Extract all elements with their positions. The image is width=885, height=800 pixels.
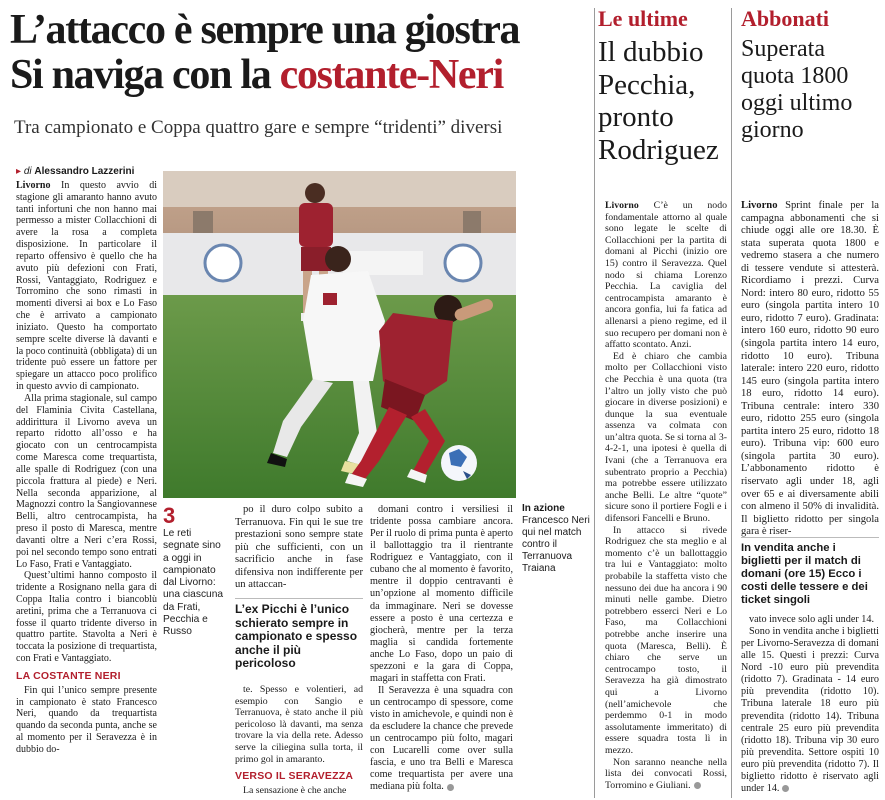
pullquote xyxy=(235,598,363,671)
match-photo-illustration xyxy=(163,171,516,498)
headline-line2-text: Si naviga con la xyxy=(10,52,280,98)
sidebar-abbonati-title: Superata quota 1800 oggi ultimo giorno xyxy=(741,36,853,143)
headline xyxy=(10,8,590,98)
column-divider-2 xyxy=(731,8,732,798)
paragraph xyxy=(16,570,157,665)
factbox-text: Le reti segnate sino a oggi in campionato dal Livorno: una ciascuna da Frati, Pecchia e Russo xyxy=(163,528,224,638)
paragraph xyxy=(741,626,879,795)
sidebar-ultime-kicker: Le ultime xyxy=(598,6,688,31)
sidebar-ultime xyxy=(598,6,728,166)
paragraph-text: Non saranno neanche nella lista dei convocati Rossi, Torromino e Giuliani. xyxy=(605,756,727,791)
paragraph-text: Quest’ultimi hanno composto il tridente a Rosignano nella gara di Coppa Italia contro i biancoblù aretini, prima che a Terranuova ci fosse il quarto tridente diverso in quattro partite. Stavolta a Neri è toccata la posizione di trequartista, con Frati e Vantaggiato. xyxy=(16,570,157,665)
section-kicker: LA COSTANTE NERI xyxy=(16,669,121,682)
end-of-article-icon xyxy=(782,785,789,792)
photo-caption-text: Francesco Neri qui nel match contro il Terranuova Traiana xyxy=(522,515,590,574)
sidebar-ultime-body xyxy=(605,200,727,791)
paragraph-text: po il duro colpo subito a Terranuova. Fin qui le sue tre prestazioni sono sempre state più che sufficienti, con un sacrificio anche in fase difensiva non indifferente per un attaccan- xyxy=(235,504,363,591)
paragraph-text: domani contro i versiliesi il tridente possa cambiare ancora. Per il ruolo di prima punta è aperto il ballottaggio tra il rientrante Rodriguez e Vantaggiato, con il cubano che al momento è favorito, mentre il doppio centravanti è un’opzione al momento difficile da immaginare. Neri se dovesse essere a posto è una certezza e giocherà, mentre per la terza maglia si candida fortemente anche Lo Faso, dopo un paio di spezzoni e la gara di Coppa, magari in staffetta con Frati. xyxy=(370,504,513,684)
factbox-number: 3 xyxy=(163,503,176,528)
byline-author: Alessandro Lazzerini xyxy=(34,166,135,177)
section-kicker: VERSO IL SERAVEZZA xyxy=(235,770,354,783)
paragraph xyxy=(370,685,513,794)
tickets-box-title xyxy=(741,537,879,607)
end-of-article-icon xyxy=(694,782,701,789)
paragraph xyxy=(16,685,157,756)
photo-caption xyxy=(522,503,592,575)
paragraph-text: Fin qui l’unico sempre presente in campionato è stato Francesco Neri, quando da trequartista quando da seconda punta, anche se al momento per il Seravezza è in dubbio do- xyxy=(16,684,157,755)
paragraph xyxy=(605,757,727,792)
paragraph xyxy=(741,200,879,539)
sidebar-abbonati-body-2 xyxy=(741,614,879,795)
factbox xyxy=(163,504,229,639)
article-column-1 xyxy=(16,180,157,756)
article-column-2-top xyxy=(235,504,363,592)
column-divider-1 xyxy=(594,8,595,798)
paragraph-text: C’è un nodo fondamentale attorno al quale sono legate le scelte di Collacchioni per la partita di domani al Picchi (inizio ore 15) contro il Seravezza. Quel nodo si chiama Lorenzo Pecchia. La caviglia del centrocampista amaranto è ancora gonfia, lui fa fatica ad allenarsi a pieno regime, ed il suo recupero per domani non è affatto scontato. Anzi. xyxy=(605,200,727,351)
sidebar-abbonati-body xyxy=(741,200,879,539)
paragraph xyxy=(605,525,727,757)
paragraph-text: Alla prima stagionale, sul campo del Flaminia Civita Castellana, addirittura il Livorno aveva un reparto ridotto all’osso e ha giocato con un centrocampista come Maresca come trequartista, alle spalle di Rodriguez (con una piccola frattura al piede) e Neri. Nella seconda apparizione, al Magnozzi contro la Sangiovannese Belli, altro centrocampista, ha preso il posto di Maresca, mentre davanti oltre a Neri c’era Rossi, poi nel secondo tempo sono entrati Lo Faso, Frati e Vantaggiato. xyxy=(16,392,157,570)
dateline: Livorno xyxy=(741,200,786,211)
dateline: Livorno xyxy=(605,200,654,211)
paragraph-text: Ed è chiaro che cambia molto per Collacchioni visto che Pecchia è una quota (tra l’altro un jolly visto che può giocare in diverse posizioni) e dunque la sua eventuale assenza va colmata con un’altra quota. Se si torna al 3-4-2-1, una ipotesi è quella di Ivani (che a Terranuova era subentrato proprio a Pecchia) ma potrebbe essere utilizzato anche Belli. Le altre “quote” sicure sono il portiere Fogli e i difensori Fancelli e Bruno. xyxy=(605,350,727,525)
end-of-article-icon xyxy=(447,784,454,791)
paragraph xyxy=(605,200,727,351)
paragraph-text: La sensazione è che anche xyxy=(243,784,347,796)
article-column-3 xyxy=(370,504,513,794)
paragraph xyxy=(235,504,363,592)
paragraph xyxy=(370,504,513,685)
paragraph-text: vato invece solo agli under 14. xyxy=(749,614,875,625)
paragraph-text: Sprint finale per la campagna abbonamenti che si chiude oggi alle ore 18.30. È stata superata quota 1800 e vedremo stasera a che numero di tessere vendute si attesterà. Ricordiamo i prezzi. Curva Nord: intero 80 euro, ridotto 55 euro (singola partita intero 10 euro, ridotto 7 euro). Gradinata: intero 160 euro, ridotto 90 euro (singola partita intero 14 euro, ridotto 10 euro). Tribuna laterale: intero 220 euro, ridotto 145 euro (singola partita intero 18 euro, ridotto 14 euro). Tribuna centrale: intero 330 euro, ridotto 255 euro (singola partita intero 25 euro, ridotto 18 euro). Tribuna vip: 600 euro (singola partita 30 euro). L’abbonamento ridotto è riservato agli under 18, agli over 65 e ai diversamente abili con almeno il 50% di invalidità. Il biglietto ridotto per singola gara è riser- xyxy=(741,200,879,538)
paragraph-text: te. Spesso e volentieri, ad esempio con Sangio e Terranuova, è stato anche il più pericoloso là davanti, ma senza trovare la via della rete. Adesso serve la ciliegina sulla torta, il primo gol in amaranto. xyxy=(235,684,363,765)
byline-marker-icon: ▸ xyxy=(16,166,22,177)
paragraph xyxy=(605,351,727,525)
paragraph xyxy=(235,684,363,765)
paragraph-text: In attacco si rivede Rodriguez che sta meglio e al momento c’è un ballottaggio tra lui e Vantaggiato: molto probabile la staffetta visto che nessuno dei due ha ancora i 90 minuti nelle gambe. Dietro potrebbero esserci Neri e Lo Faso, ma Collacchioni potrebbe anche inserire una quota (Maresca, Belli). È chiaro che serve un centrocampo tosto, il Seravezza ha già dimostrato qui a Livorno (nell’amichevole che perdemmo 0-1 in modo assolutamente immeritato) di essere squadra tosta lì in mezzo. xyxy=(605,524,727,756)
paragraph-text: Sono in vendita anche i biglietti per Livorno-Seravezza di domani alle 15. Questi i prezzi: Curva Nord -10 euro più prevendita (ridotto 7). Gradinata - 14 euro più prevendita (ridotto 10). Tribuna laterale 18 euro più prevendita (ridotto 14). Tribuna centrale 25 euro più prevendita (ridotto 18). Tribuna vip 30 euro più prevendita. Settore ospiti 10 euro più prevendita (ridotto 7). Il biglietto ridotto è riservato agli under 14. xyxy=(741,626,879,794)
byline xyxy=(16,166,134,177)
paragraph xyxy=(16,393,157,570)
paragraph-text: In questo avvio di stagione gli amaranto hanno avuto tanti infortuni che non hanno mai permesso a mister Collacchioni di avere la rosa a completa disposizione. In particolare il reparto offensivo è quello che ha avuto più defezioni con Frati, Rossi, Vantaggiato, Rodriguez e Torromino che sono rimasti in momenti diversi ai box e Lo Faso che è arrivato a campionato iniziato. Questo ha comportato sempre scelte diverse là davanti e la poco continuità (obbligata) di un tridente può essere un fattore per spiegare un attacco poco prolifico in questo avvio di campionato. xyxy=(16,180,157,393)
sidebar-abbonati xyxy=(741,6,881,144)
article-column-2-bottom xyxy=(235,684,363,796)
sidebar-ultime-title: Il dubbio Pecchia, pronto Rodriguez xyxy=(598,36,719,166)
dateline: Livorno xyxy=(16,180,61,191)
paragraph-text: Il Seravezza è una squadra con un centrocampo di spessore, come visto in amichevole, e quindi non è da escludere la chance che prevede un centrocampo più folto, magari con Lucarelli come over sulla fascia, e uno tra Belli e Maresca come trequartista per avere una mediana più folta. xyxy=(370,684,513,793)
paragraph xyxy=(235,785,363,797)
subheadline: Tra campionato e Coppa quattro gare e sempre “tridenti” diversi xyxy=(14,117,503,138)
pullquote-text: L’ex Picchi è l’unico schierato sempre in campionato e spesso anche il più pericoloso xyxy=(235,602,358,670)
photo-caption-title: In azione xyxy=(522,503,565,514)
headline-line2 xyxy=(10,52,590,98)
headline-line1: L’attacco è sempre una giostra xyxy=(10,7,520,53)
match-photo xyxy=(163,171,516,498)
paragraph xyxy=(741,614,879,626)
byline-prefix: di xyxy=(23,166,32,177)
tickets-box-title-text: In vendita anche i biglietti per il match di domani (ore 15) Ecco i costi delle tessere e dei ticket singoli xyxy=(741,542,868,606)
headline-highlight: costante-Neri xyxy=(279,52,503,98)
paragraph xyxy=(16,180,157,393)
sidebar-abbonati-kicker: Abbonati xyxy=(741,6,830,31)
